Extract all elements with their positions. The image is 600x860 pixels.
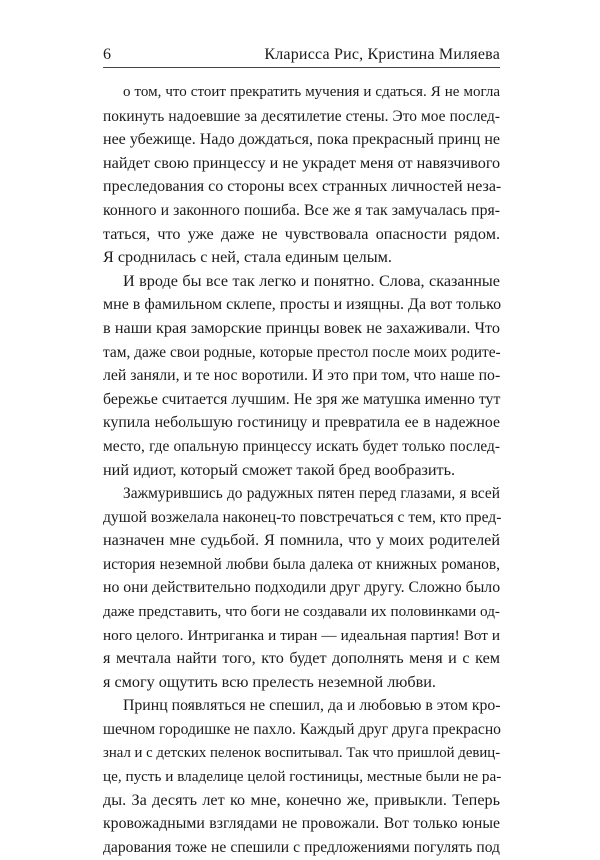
running-title: Кларисса Рис, Кристина Миляева	[264, 46, 500, 63]
text-line: Принц появляться не спешил, да и любовью в этом кро-	[123, 697, 501, 715]
text-line: ного целого. Интриганка и тиран — идеальная партия! Вот и	[103, 626, 500, 644]
paragraph	[103, 270, 500, 482]
text-line: шечном городишке не пахло. Каждый друг друга прекрасно	[103, 721, 501, 739]
text-line: в наши края заморские принцы вовек не захаживали. Что	[103, 318, 500, 337]
paragraph	[103, 694, 500, 859]
text-line: душой возжелала наконец-то повстречаться с тем, кто пред-	[103, 508, 502, 526]
text-line: там, даже свои родные, которые престол после моих родите-	[103, 343, 501, 361]
text-line: И вроде бы все так легко и понятно. Слова, сказанные	[123, 271, 500, 290]
text-line: история неземной любви была далека от книжных романов,	[103, 555, 500, 573]
text-line: дарования тоже не спешили с предложениями погулять под	[103, 839, 500, 856]
text-line: о том, что стоит прекратить мучения и сдаться. Я не могла	[123, 84, 500, 100]
text-line: нее убежище. Надо дождаться, пока прекрасный принц не	[103, 131, 500, 149]
text-line: знал и с детских пеленок воспитывал. Так что пришлой девиц-	[103, 744, 501, 761]
text-line: но они действительно подходили друг другу. Сложно было	[103, 579, 501, 597]
text-line: мне в фамильном склепе, просты и изящны. Да вот только	[103, 296, 502, 314]
text-line: я смогу ощутить всю прелесть неземной любви.	[103, 672, 436, 691]
paragraph	[103, 482, 500, 694]
text-line: покинуть надоевшие за десятилетие стены. Это мое послед-	[103, 107, 500, 125]
text-line: купила небольшую гостиницу и превратила ее в надежное	[103, 414, 500, 432]
text-line: даже представить, что боги не создавали их половинками од-	[103, 603, 500, 621]
text-line: Зажмурившись до радужных пятен перед глазами, я всей	[123, 485, 500, 503]
text-line: лей заняли, и те нос воротили. И это при том, что наше по-	[103, 367, 501, 385]
text-line: кровожадными взглядами не провожали. Вот только юные	[103, 815, 500, 833]
text-line: назначен мне судьбой. Я помнила, что у моих родителей	[103, 531, 500, 550]
header-rule	[103, 67, 500, 68]
text-line: преследования со стороны всех странных личностей неза-	[103, 178, 502, 196]
text-line: ний идиот, который сможет такой бред вообразить.	[103, 460, 456, 479]
running-header	[103, 42, 500, 64]
page-number: 6	[103, 46, 112, 63]
text-line: це, пусть и владелице целой гостиницы, местные были не ра-	[103, 768, 502, 786]
body-text	[103, 81, 500, 860]
text-line: найдет свою принцессу и не украдет меня от навязчивого	[103, 153, 501, 172]
text-line: таться, что уже даже не чувствовала опасности рядом.	[103, 224, 500, 243]
text-line: бережье считается лучшим. Не зря же матушка именно тут	[103, 390, 501, 408]
text-line: конного и законного пошиба. Все же я так замучалась пря-	[103, 201, 500, 219]
paragraph	[103, 81, 500, 270]
text-line: место, где опальную принцессу искать будет только послед-	[103, 437, 500, 455]
text-line: Я сроднилась с ней, стала единым целым.	[103, 248, 392, 267]
text-line: ды. За десять лет ко мне, конечно же, привыкли. Теперь	[103, 790, 500, 809]
text-line: я мечтала найти того, кто будет дополнять меня и с кем	[103, 649, 500, 668]
